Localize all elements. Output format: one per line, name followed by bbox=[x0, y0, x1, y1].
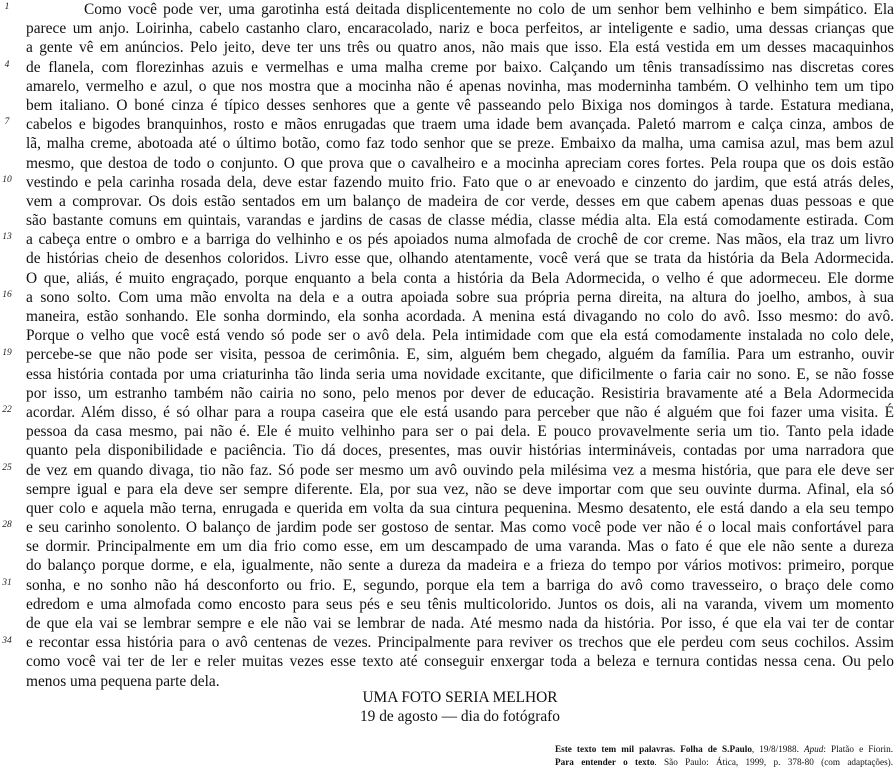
line-number: 16 bbox=[2, 290, 12, 300]
text-line: quanto pela disponibilidade e paciência. Tio dá doces, presentes, mas ouvir histórias intermináveis, contadas por uma narradora que bbox=[26, 442, 894, 460]
text-line: de vez em quando divaga, tio não faz. Só pode ser mesmo um avô ouvindo pela milésima vez a mesma história, que para ele deve ser bbox=[26, 461, 894, 479]
text-line: vem a comprovar. Os dois estão sentados em um balanço de madeira de cor verde, desses em que cabem apenas duas pessoas e que bbox=[26, 192, 894, 210]
source-citation-line-2 bbox=[555, 756, 893, 768]
text-line: a sono solto. Com uma mão envolta na dela e a outra apoiada sobre sua própria perna direita, na altura do joelho, ambos, à sua bbox=[26, 288, 894, 306]
source-text: , 19/8/1988. bbox=[751, 744, 804, 754]
text-line: sonha, e no sonho não há desconforto ou frio. E, segundo, porque ela tem a barriga do avô como travesseiro, o braço dele como bbox=[26, 576, 894, 594]
text-line: por isso, um estranho também não cairia no sono, pelo menos por dever de educação. Resistiria bravamente até a Bela Adormecida bbox=[26, 384, 894, 402]
line-number: 22 bbox=[2, 405, 12, 416]
text-subtitle: 19 de agosto — dia do fotógrafo bbox=[359, 708, 561, 725]
line-number: 25 bbox=[2, 462, 12, 473]
text-line: quer colo e aquela mão terna, enrugada e querida em volta da sua cintura pequenina. Mesmo desatento, ele está dando a ela seu tempo bbox=[26, 499, 894, 517]
source-title: Este texto tem mil palavras. Folha de S.Paulo bbox=[555, 744, 752, 754]
text-line: O que, aliás, é muito engraçado, porque enquanto a bela conta a história da Bela Adormecida, o velho é que adormeceu. Ele dorme bbox=[26, 269, 894, 287]
text-line: de histórias cheio de desenhos coloridos. Livro esse que, olhando atentamente, você verá que se trata da história da Bela Adormecida. bbox=[26, 250, 894, 268]
text-line: mesmo, que destoa de todo o conjunto. O que prova que o cavalheiro e a mocinha apreciam cores fortes. Pela roupa que os dois estão bbox=[26, 154, 894, 172]
text-title: UMA FOTO SERIA MELHOR bbox=[362, 689, 558, 706]
text-line: Porque o velho que você está vendo só pode ser o avô dela. Pela intimidade com que ela está comodamente instalada no colo dele, bbox=[26, 327, 894, 345]
source-citation-line-1 bbox=[555, 743, 893, 755]
text-line: parece um anjo. Loirinha, cabelo castanho claro, encaracolado, nariz e boca perfeitos, ar inteligente e sadio, uma dessas crianças que bbox=[26, 20, 894, 38]
text-line: se dormir. Principalmente em um dia frio como esse, em um descampado de uma varanda. Mas o fato é que ele não sente a dureza bbox=[26, 538, 894, 556]
text-line: amarelo, vermelho e azul, o que nos mostra que a mocinha não é apenas novinha, mas moderninha também. O velhinho tem um tipo bbox=[26, 77, 894, 95]
line-number: 13 bbox=[2, 232, 12, 243]
text-line: menos uma pequena parte dela. bbox=[26, 672, 220, 690]
text-line: de que ela vai se lembrar sempre e ele não vai se lembrar de nada. Até mesmo nada da história. Por isso, é que ela vai ter de contar bbox=[26, 615, 894, 632]
line-number: 4 bbox=[4, 59, 10, 70]
text-line: bem italiano. O boné cinza é típico desses senhores que a gente vê passeando pelo Bixiga nos domingos à tarde. Estatura mediana, bbox=[26, 96, 894, 114]
source-book-title: Para entender o texto bbox=[555, 757, 655, 767]
text-line: sempre igual e para ela deve ser sempre diferente. Ela, por sua vez, não se deve importar com que seu ouvinte durma. Afinal, ela só bbox=[26, 480, 894, 498]
text-line: lã, malha creme, abotoada até o último botão, como faz todo senhor que se preze. Embaixo da malha, uma camisa azul, mas bem azul bbox=[26, 135, 894, 153]
text-line: são bastante comuns em quintais, varandas e jardins de casas de classe média, classe média alta. Ela está comodamente estirada. Com bbox=[26, 212, 894, 230]
text-line: a cabeça entre o ombro e a barriga do velhinho e os pés apoiados numa almofada de crochê de cor creme. Nas mãos, ela traz um livro bbox=[26, 231, 894, 249]
text-line: cabelos e bigodes branquinhos, rosto e mãos enrugadas que traem uma idade bem avançada. Paletó marrom e calça cinza, ambos de bbox=[26, 116, 894, 134]
text-line: e seu carinho sonolento. O balanço de jardim pode ser gostoso de sentar. Mas como você pode ver não é o local mais confortável para bbox=[26, 519, 894, 537]
text-line: a gente vê em anúncios. Pelo jeito, deve ter uns três ou quatro anos, não mais que isso. Ela está vestida em um desses macaquinhos bbox=[26, 39, 894, 57]
text-line: como você vai ter de ler e reler muitas vezes esse texto até conseguir enxergar toda a beleza e ternura contidas nessa cena. Ou pelo bbox=[26, 653, 894, 671]
text-line: essa história contada por uma criaturinha tão linda seria uma novidade excitante, que dificilmente o faria cair no sono. E, se não fosse bbox=[26, 365, 894, 383]
text-line: vestindo e pela carinha rosada dela, deve estar fazendo muito frio. Fato que o ar enevoado e cinzento do jardim, que está atrás deles, bbox=[26, 173, 894, 191]
text-line: de flanela, com florezinhas azuis e vermelhas e uma malha creme por baixo. Calçando um tênis transadíssimo nas discretas cores bbox=[26, 58, 894, 76]
text-line: Como você pode ver, uma garotinha está deitada displicentemente no colo de um senhor bem velhinho e bem simpático. Ela bbox=[84, 1, 894, 18]
text-line: acordar. Além disso, é só olhar para a roupa caseira que ele está usando para perceber que não é alguém que foi fazer uma visita. É bbox=[26, 403, 894, 421]
line-number: 34 bbox=[2, 635, 12, 646]
line-number: 31 bbox=[2, 578, 12, 588]
text-line: pessoa da casa mesmo, pai não é. Ele é muito velhinho para ser o pai dela. E pouco provavelmente seria um tio. Tanto pela idade bbox=[26, 423, 894, 441]
text-line: edredom e uma almofada como encosto para seus pés e seu tênis multicolorido. Juntos os dois, ali na varanda, vivem um momento bbox=[26, 595, 894, 613]
line-number: 7 bbox=[4, 117, 10, 128]
text-line: e recontar essa história para o avô centenas de vezes. Principalmente para reviver os trechos que ele perdeu com seus cochilos. Assim bbox=[26, 634, 894, 652]
source-apud: Apud bbox=[803, 744, 824, 754]
line-number: 1 bbox=[4, 2, 10, 12]
main-text bbox=[26, 0, 894, 691]
source-text: : Platão e Fiorin. bbox=[823, 744, 894, 754]
text-line: percebe-se que não pode ser visita, pessoa de cerimônia. E, sim, alguém bem chegado, alguém da família. Para um estranho, ouvir bbox=[26, 346, 894, 364]
text-line: do balanço porque dorme, e ela, igualmente, não sente a dureza da madeira e a frieza do tempo por vários motivos: primeiro, porque bbox=[26, 557, 894, 575]
line-number: 28 bbox=[2, 520, 12, 531]
line-number: 19 bbox=[2, 347, 12, 358]
line-number: 10 bbox=[2, 174, 12, 185]
source-text: . São Paulo: Ática, 1999, p. 378-80 (com adaptações). bbox=[654, 757, 894, 767]
text-line: maneira, estão sonhando. Ele sonha dormindo, ela sonha acordada. A menina está divagando no colo do avô. Isso mesmo: do avô. bbox=[26, 308, 894, 325]
